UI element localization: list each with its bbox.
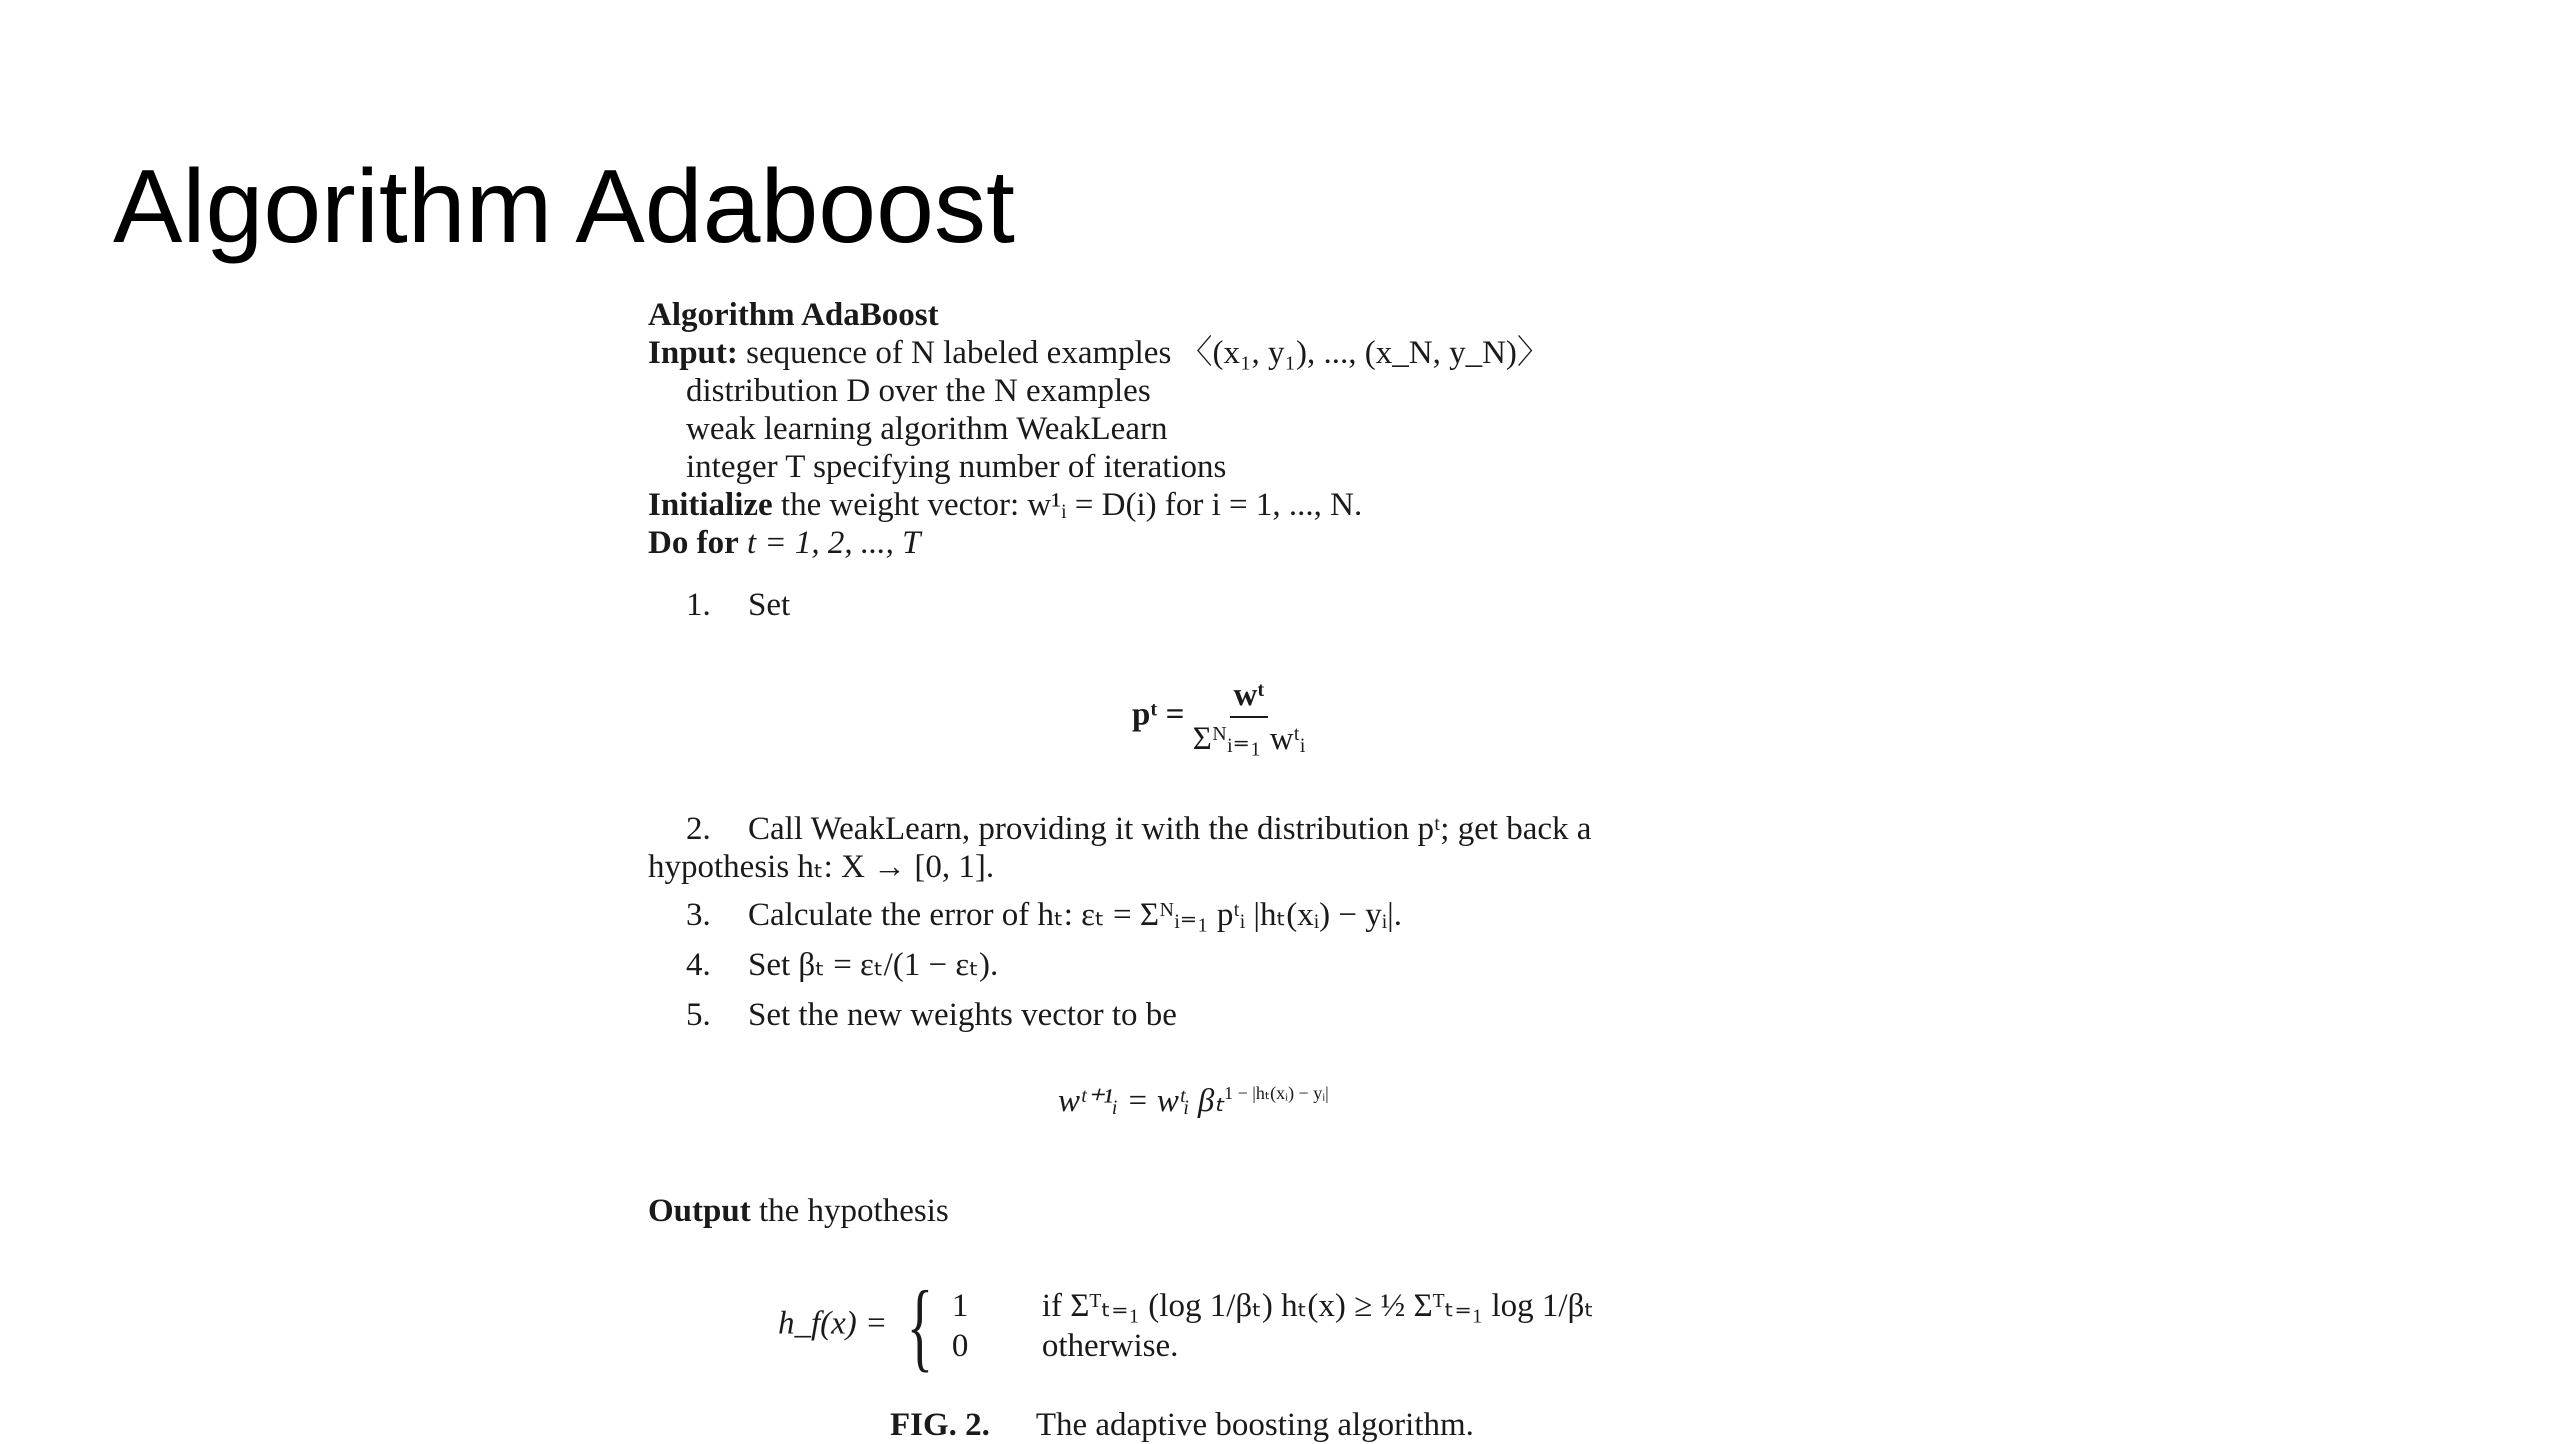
figure-caption — [890, 1406, 1474, 1444]
step-number: 2. — [686, 811, 711, 847]
step-3 — [686, 896, 1402, 934]
step-text: Calculate the error of hₜ: εₜ = Σᴺᵢ₌₁ pᵗᵢ |hₜ(xᵢ) − yᵢ|. — [748, 897, 1402, 933]
cases-block — [952, 1286, 1594, 1366]
output-line — [648, 1192, 949, 1230]
left-brace-glyph: { — [906, 1270, 933, 1381]
input-detail: integer T specifying number of iterations — [686, 449, 1227, 485]
formula-w-body: wᵗ⁺¹ᵢ = wᵗᵢ βₜ — [1058, 1083, 1225, 1119]
step-text: Set — [748, 587, 791, 623]
algorithm-heading: Algorithm AdaBoost — [648, 297, 939, 333]
do-for-label: Do for — [648, 525, 739, 561]
formula-p — [1132, 676, 1305, 758]
hf-left: h_f(x) = — [778, 1305, 888, 1342]
output-label: Output — [648, 1193, 751, 1229]
initialize-text: the weight vector: w¹ᵢ = D(i) for i = 1, ..., N. — [780, 487, 1363, 523]
step-5 — [686, 996, 1177, 1034]
input-text: sequence of N labeled examples 〈(x₁, y₁), ..., (x_N, y_N)〉 — [746, 335, 1550, 371]
step-1 — [686, 586, 790, 624]
step-number: 4. — [686, 947, 711, 983]
output-text: the hypothesis — [758, 1193, 949, 1229]
fraction-denominator: Σᴺᵢ₌₁ wᵗᵢ — [1192, 721, 1306, 757]
algorithm-figure — [648, 296, 1828, 1443]
do-for-line — [648, 524, 921, 562]
initialize-label: Initialize — [648, 487, 773, 523]
formula-p-left: pᵗ = — [1132, 696, 1185, 733]
formula-p-fraction — [1193, 676, 1306, 758]
step-2-continued: hypothesis hₜ: X → [0, 1]. — [648, 849, 995, 885]
step-number: 3. — [686, 897, 711, 933]
step-text: Set βₜ = εₜ/(1 − εₜ). — [748, 947, 999, 983]
input-detail: weak learning algorithm WeakLearn — [686, 411, 1168, 447]
case-2: 0 otherwise. — [951, 1328, 1179, 1364]
step-2 — [686, 810, 1591, 848]
figure-label: FIG. 2. — [890, 1407, 990, 1443]
formula-final-hypothesis — [778, 1270, 1595, 1381]
input-label: Input: — [648, 335, 738, 371]
formula-weight-update — [1058, 1082, 1329, 1120]
formula-w-exponent: 1 − |hₜ(xᵢ) − yᵢ| — [1224, 1083, 1329, 1103]
step-number: 1. — [686, 587, 711, 623]
step-number: 5. — [686, 997, 711, 1033]
initialize-line — [648, 486, 1362, 524]
step-text: Call WeakLearn, providing it with the distribution pᵗ; get back a — [748, 811, 1592, 847]
case-1: 1 if Σᵀₜ₌₁ (log 1/βₜ) hₜ(x) ≥ ½ Σᵀₜ₌₁ log 1/βₜ — [951, 1288, 1595, 1324]
figure-caption-text: The adaptive boosting algorithm. — [1035, 1407, 1474, 1443]
input-line — [648, 334, 1550, 372]
step-4 — [686, 946, 998, 984]
step-text: Set the new weights vector to be — [748, 997, 1177, 1033]
do-for-text: t = 1, 2, ..., T — [746, 525, 921, 561]
input-detail: distribution D over the N examples — [686, 373, 1151, 409]
fraction-numerator: wᵗ — [1230, 676, 1269, 718]
slide-title: Algorithm Adaboost — [113, 149, 1015, 265]
